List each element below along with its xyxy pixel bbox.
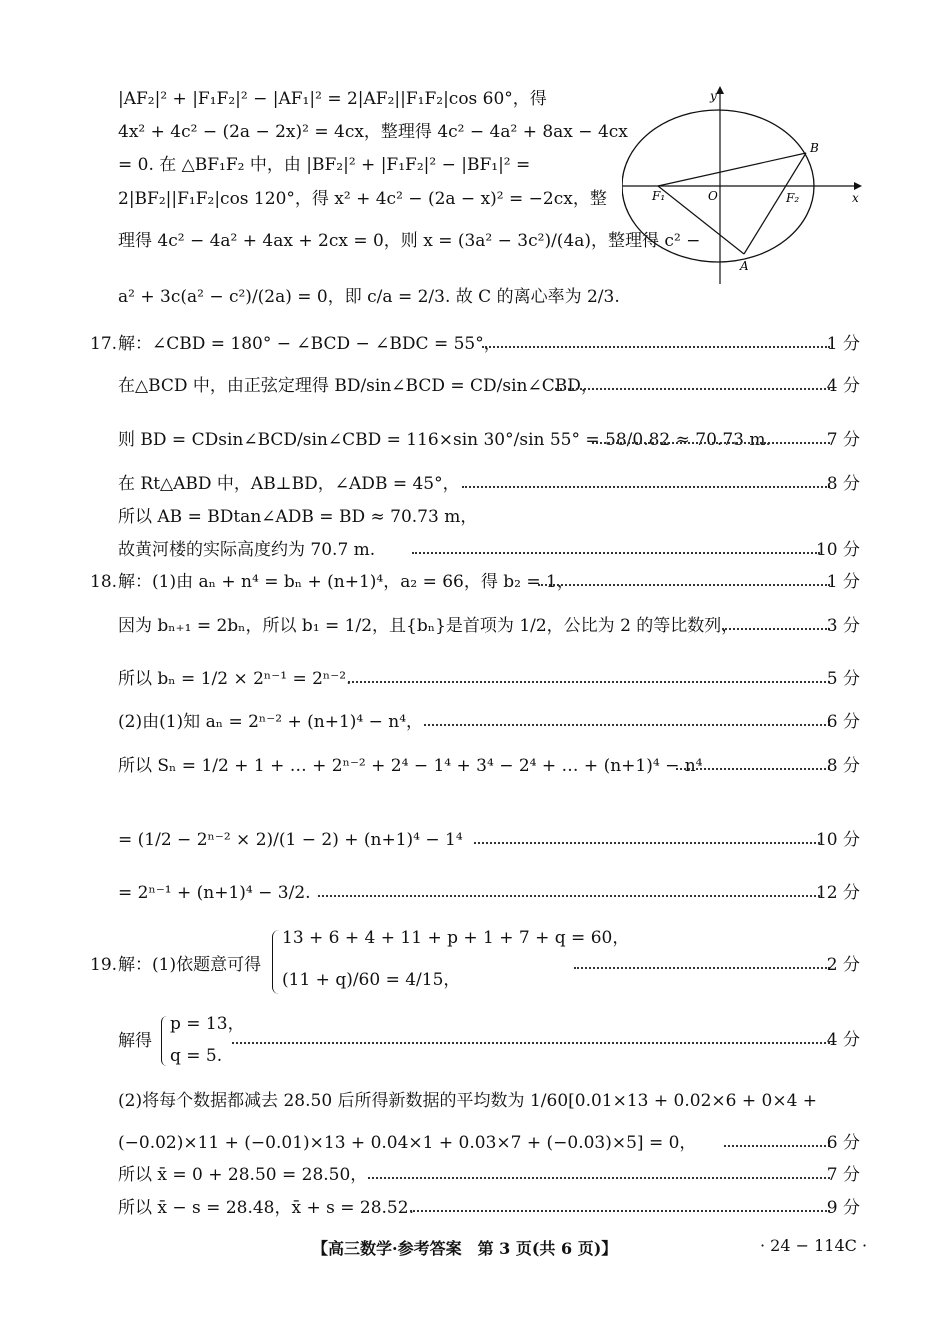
leader-dots	[318, 895, 820, 897]
carryover-line-6: a² + 3c(a² − c²)/(2a) = 0，即 c/a = 2/3. 故 C 的离心率为 2/3.	[118, 287, 620, 307]
label-x: x	[852, 191, 859, 205]
q17-line-3	[0, 425, 950, 455]
q17-line-1-text: 解：∠CBD = 180° − ∠BCD − ∠BDC = 55°，	[118, 334, 501, 354]
q19-line-b-text: 所以 x̄ = 0 + 28.50 = 28.50，	[118, 1165, 368, 1185]
label-y: y	[710, 89, 717, 103]
q19-line-a-points: 6 分	[826, 1133, 860, 1153]
q19-points-2: 4 分	[826, 1030, 860, 1050]
q19-intro: 解：(1)依题意可得	[118, 955, 262, 975]
leader-dots	[424, 724, 830, 726]
label-F1: F₁	[652, 189, 666, 203]
q18-line-7	[0, 878, 950, 908]
leader-dots	[592, 442, 830, 444]
carryover-line-3: = 0. 在 △BF₁F₂ 中，由 |BF₂|² + |F₁F₂|² − |BF₁|² =	[118, 155, 531, 175]
q18-line-2-text: 因为 bₙ₊₁ = 2bₙ，所以 b₁ = 1/2，且{bₙ}是首项为 1/2，公比为 2 的等比数列，	[118, 616, 739, 636]
q17-line-4-points: 8 分	[826, 474, 860, 494]
page-footer: 【高三数学·参考答案 第 3 页(共 6 页)】	[312, 1239, 618, 1258]
leader-dots	[724, 1145, 830, 1147]
q18-line-6-points: 10 分	[815, 830, 860, 850]
q18-line-1-text: 解：(1)由 aₙ + n⁴ = bₙ + (n+1)⁴，a₂ = 66，得 b₂ = 1，	[118, 572, 574, 592]
carryover-line-2: 4x² + 4c² − (2a − 2x)² = 4cx，整理得 4c² − 4a² + 8ax − 4cx	[118, 122, 628, 142]
leader-dots	[232, 1042, 830, 1044]
leader-dots	[412, 552, 820, 554]
segment-F1-B	[658, 153, 806, 186]
q19-system1-eq2: (11 + q)/60 = 4/15，	[282, 970, 461, 990]
q18-line-3-text: 所以 bₙ = 1/2 × 2ⁿ⁻¹ = 2ⁿ⁻².	[118, 669, 352, 689]
q19-solve-label: 解得	[118, 1031, 152, 1051]
label-B: B	[810, 141, 819, 155]
q17-line-2-points: 4 分	[826, 376, 860, 396]
leader-dots	[482, 346, 830, 348]
q18-line-6	[0, 825, 950, 855]
q19-line-c-points: 9 分	[826, 1198, 860, 1218]
q17-line-2-text: 在△BCD 中，由正弦定理得 BD/sin∠BCD = CD/sin∠CBD，	[118, 376, 598, 396]
leader-dots	[474, 842, 820, 844]
carryover-line-1: |AF₂|² + |F₁F₂|² − |AF₁|² = 2|AF₂||F₁F₂|cos 60°，得	[118, 89, 547, 109]
q19-points-1-row	[0, 950, 950, 980]
q17-line-5	[0, 502, 950, 532]
q17-line-6-points: 10 分	[815, 540, 860, 560]
leader-dots	[574, 967, 830, 969]
q18-number: 18.	[90, 572, 118, 592]
q18-line-5-points: 8 分	[826, 756, 860, 776]
q18-line-1-points: 1 分	[826, 572, 860, 592]
leader-dots	[410, 1210, 830, 1212]
q17-line-1-points: 1 分	[826, 334, 860, 354]
q17-line-6	[0, 535, 950, 565]
carryover-line-5: 理得 4c² − 4a² + 4ax + 2cx = 0，则 x = (3a² − 3c²)/(4a)，整理得 c² −	[118, 231, 701, 251]
q17-number: 17.	[90, 334, 118, 354]
q17-line-5-text: 所以 AB = BDtan∠ADB = BD ≈ 70.73 m，	[118, 507, 478, 527]
q17-line-6-text: 故黄河楼的实际高度约为 70.7 m.	[118, 540, 376, 560]
leader-dots	[348, 681, 830, 683]
label-A: A	[740, 259, 749, 273]
q19-line-c-text: 所以 x̄ − s = 28.48，x̄ + s = 28.52.	[118, 1198, 414, 1218]
q19-points-2-row	[0, 1025, 950, 1055]
leader-dots	[368, 1177, 830, 1179]
q19-system2-eq1: p = 13，	[170, 1014, 245, 1034]
q17-line-3-text: 则 BD = CDsin∠BCD/sin∠CBD = 116×sin 30°/sin 55° = 58/0.82 ≈ 70.73 m.	[118, 430, 771, 450]
carryover-line-4: 2|BF₂||F₁F₂|cos 120°，得 x² + 4c² − (2a − x)² = −2cx，整	[118, 189, 607, 209]
q18-line-6-text: = (1/2 − 2ⁿ⁻² × 2)/(1 − 2) + (n+1)⁴ − 1⁴	[118, 830, 463, 850]
q17-line-2	[0, 371, 950, 401]
q19-part2-line-1: (2)将每个数据都减去 28.50 后所得新数据的平均数为 1/60[0.01×13 + 0.02×6 + 0×4 +	[118, 1091, 818, 1111]
label-origin: O	[708, 189, 718, 203]
leader-dots	[722, 628, 830, 630]
q18-line-7-text: = 2ⁿ⁻¹ + (n+1)⁴ − 3/2.	[118, 883, 311, 903]
q19-points-1: 2 分	[826, 955, 860, 975]
ellipse-diagram	[622, 84, 862, 284]
q19-line-a	[0, 1128, 950, 1158]
q18-line-2	[0, 611, 950, 641]
q17-line-1	[0, 329, 950, 359]
q18-line-2-points: 3 分	[826, 616, 860, 636]
q18-line-4	[0, 707, 950, 737]
y-axis-arrow	[716, 86, 724, 94]
q19-line-b	[0, 1160, 950, 1190]
segment-F1-A	[658, 186, 744, 254]
q18-line-3-points: 5 分	[826, 669, 860, 689]
leader-dots	[555, 388, 830, 390]
leader-dots	[538, 584, 830, 586]
footer-code: · 24 − 114C ·	[760, 1236, 868, 1255]
q19-line-b-points: 7 分	[826, 1165, 860, 1185]
q18-line-4-points: 6 分	[826, 712, 860, 732]
q17-line-4	[0, 469, 950, 499]
q19-system2-eq2: q = 5.	[170, 1046, 223, 1066]
x-axis-arrow	[854, 182, 862, 190]
q19-line-a-text: (−0.02)×11 + (−0.01)×13 + 0.04×1 + 0.03×7 + (−0.03)×5] = 0，	[118, 1133, 697, 1153]
q19-number: 19.	[90, 955, 118, 975]
q18-line-3	[0, 664, 950, 694]
q18-line-5-text: 所以 Sₙ = 1/2 + 1 + … + 2ⁿ⁻² + 2⁴ − 1⁴ + 3⁴ − 2⁴ + … + (n+1)⁴ − n⁴	[118, 756, 703, 776]
q18-line-5	[0, 751, 950, 781]
q19-line-c	[0, 1193, 950, 1223]
leader-dots	[676, 768, 830, 770]
q19-system1-eq1: 13 + 6 + 4 + 11 + p + 1 + 7 + q = 60，	[282, 928, 630, 948]
q18-line-4-text: (2)由(1)知 aₙ = 2ⁿ⁻² + (n+1)⁴ − n⁴，	[118, 712, 424, 732]
q18-line-1	[0, 567, 950, 597]
leader-dots	[462, 486, 830, 488]
label-F2: F₂	[786, 191, 800, 205]
q18-line-7-points: 12 分	[815, 883, 860, 903]
q17-line-4-text: 在 Rt△ABD 中，AB⊥BD，∠ADB = 45°，	[118, 474, 460, 494]
q17-line-3-points: 7 分	[826, 430, 860, 450]
